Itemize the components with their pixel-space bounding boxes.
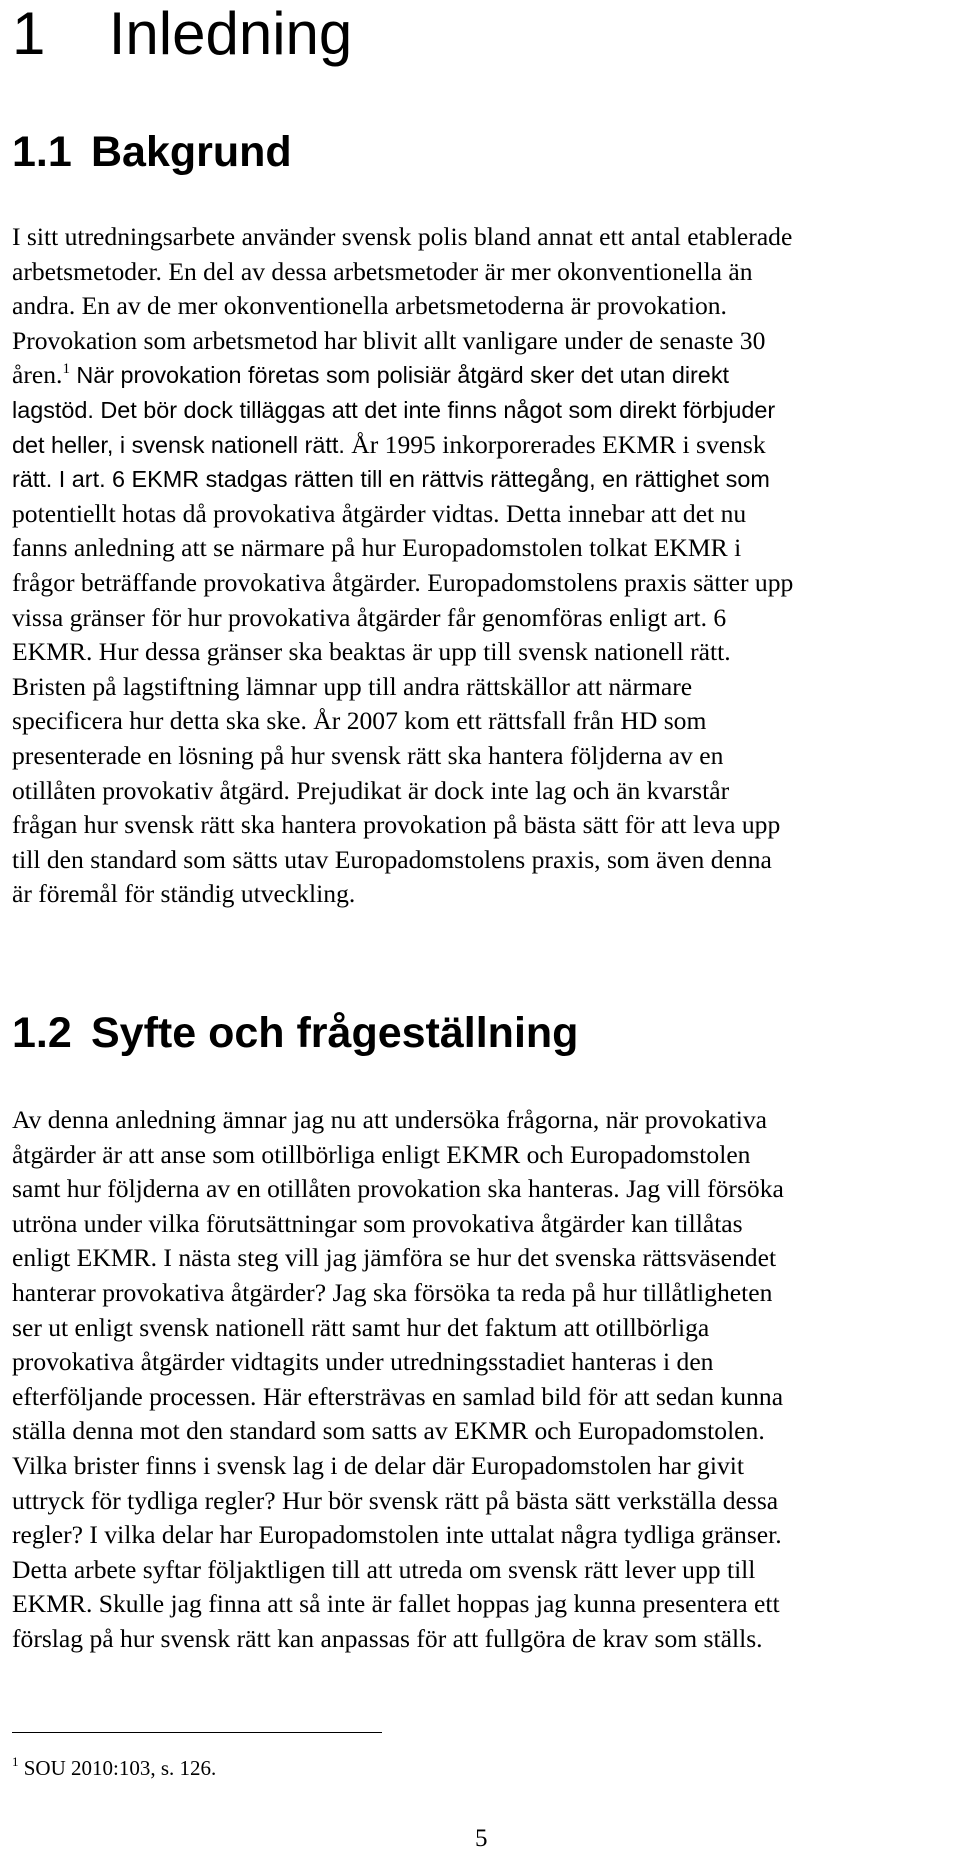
page-number: 5 <box>475 1825 488 1852</box>
text-line <box>12 462 958 497</box>
text-segment: åren. <box>12 360 63 390</box>
text-line: arbetsmetoder. En del av dessa arbetsmetoder är mer okonventionella än <box>12 256 753 286</box>
text-line: åtgärder är att anse som otillbörliga enligt EKMR och Europadomstolen <box>12 1139 751 1169</box>
chapter-title: Inledning <box>108 0 353 67</box>
text-line <box>12 428 958 463</box>
text-line: frågor beträffande provokativa åtgärder. Europadomstolens praxis sätter upp <box>12 567 794 597</box>
section-title: Bakgrund <box>91 128 292 176</box>
text-line: specificera hur detta ska ske. År 2007 kom ett rättsfall från HD som <box>12 706 707 736</box>
text-line: Av denna anledning ämnar jag nu att undersöka frågorna, när provokativa <box>12 1105 767 1134</box>
chapter-heading <box>12 0 353 67</box>
text-segment: 6 EKMR stadgas rätten till en rättvis rättegång, en rättighet som <box>112 466 770 493</box>
text-line: samt hur följderna av en otillåten provokation ska hanteras. Jag vill försöka <box>12 1174 784 1204</box>
text-line: frågan hur svensk rätt ska hantera provokation på bästa sätt för att leva upp <box>12 810 781 840</box>
text-line: presenterade en lösning på hur svensk rätt ska hantera följderna av en <box>12 740 724 770</box>
text-segment: rätt. I art. <box>12 466 106 493</box>
text-line: ser ut enligt svensk nationell rätt samt hur det faktum att otillbörliga <box>12 1312 710 1342</box>
footnote-text: SOU 2010:103, s. 126. <box>23 1756 217 1780</box>
paragraph-bakgrund <box>12 220 958 912</box>
text-line: potentiellt hotas då provokativa åtgärder vidtas. Detta innebar att det nu <box>12 498 747 528</box>
section-number: 1.2 <box>12 1009 72 1057</box>
footnote-reference[interactable]: 1 <box>62 361 70 378</box>
section-title: Syfte och frågeställning <box>91 1009 579 1057</box>
text-line: I sitt utredningsarbete använder svensk polis bland annat ett antal etablerade <box>12 222 793 251</box>
text-line: fanns anledning att se närmare på hur Europadomstolen tolkat EKMR i <box>12 533 742 563</box>
paragraph-syfte <box>12 1103 958 1657</box>
text-line: till den standard som sätts utav Europadomstolens praxis, som även denna <box>12 844 772 874</box>
footnote-number: 1 <box>12 1754 19 1769</box>
text-line: regler? I vilka delar har Europadomstolen inte uttalat några tydliga gränser. <box>12 1520 782 1550</box>
text-line: EKMR. Skulle jag finna att så inte är fallet hoppas jag kunna presentera ett <box>12 1589 780 1619</box>
text-line <box>12 393 958 428</box>
chapter-number: 1 <box>12 0 46 67</box>
text-line: hanterar provokativa åtgärder? Jag ska försöka ta reda på hur tillåtligheten <box>12 1277 773 1307</box>
text-line: förslag på hur svensk rätt kan anpassas för att fullgöra de krav som ställs. <box>12 1623 763 1653</box>
section-heading-syfte <box>12 1009 578 1057</box>
text-line: utröna under vilka förutsättningar som provokativa åtgärder kan tillåtas <box>12 1208 743 1238</box>
section-heading-bakgrund <box>12 128 292 176</box>
text-segment: lagstöd. <box>12 396 94 423</box>
section-number: 1.1 <box>12 128 72 176</box>
text-line: ställa denna mot den standard som satts av EKMR och Europadomstolen. <box>12 1416 765 1446</box>
footnote-separator <box>12 1732 382 1733</box>
text-line: efterföljande processen. Här eftersträvas en samlad bild för att sedan kunna <box>12 1381 784 1411</box>
text-line: otillåten provokativ åtgärd. Prejudikat är dock inte lag och än kvarstår <box>12 775 730 805</box>
text-line: vissa gränser för hur provokativa åtgärder får genomföras enligt art. 6 <box>12 602 727 632</box>
text-segment: det heller, i svensk nationell rätt. <box>12 431 345 458</box>
text-line: Provokation som arbetsmetod har blivit allt vanligare under de senaste 30 <box>12 325 766 355</box>
text-line: uttryck för tydliga regler? Hur bör svensk rätt på bästa sätt verkställa dessa <box>12 1485 779 1515</box>
text-segment: År 1995 inkorporerades EKMR i svensk <box>351 429 766 459</box>
text-line: Detta arbete syftar följaktligen till att utreda om svensk rätt lever upp till <box>12 1554 756 1584</box>
text-line <box>12 358 958 393</box>
text-line: andra. En av de mer okonventionella arbetsmetoderna är provokation. <box>12 291 727 321</box>
text-line: Vilka brister finns i svensk lag i de delar där Europadomstolen har givit <box>12 1450 744 1480</box>
text-segment: När provokation företas som polisiär åtgärd sker det utan direkt <box>76 362 730 389</box>
text-line: provokativa åtgärder vidtagits under utredningsstadiet hanteras i den <box>12 1347 714 1377</box>
text-segment: Det bör dock tilläggas att det inte finns något som direkt förbjuder <box>100 396 776 423</box>
footnote <box>12 1754 216 1782</box>
text-line: EKMR. Hur dessa gränser ska beaktas är upp till svensk nationell rätt. <box>12 637 731 667</box>
text-line: enligt EKMR. I nästa steg vill jag jämföra se hur det svenska rättsväsendet <box>12 1243 777 1273</box>
text-line: är föremål för ständig utveckling. <box>12 879 356 909</box>
text-line: Bristen på lagstiftning lämnar upp till andra rättskällor att närmare <box>12 671 693 701</box>
